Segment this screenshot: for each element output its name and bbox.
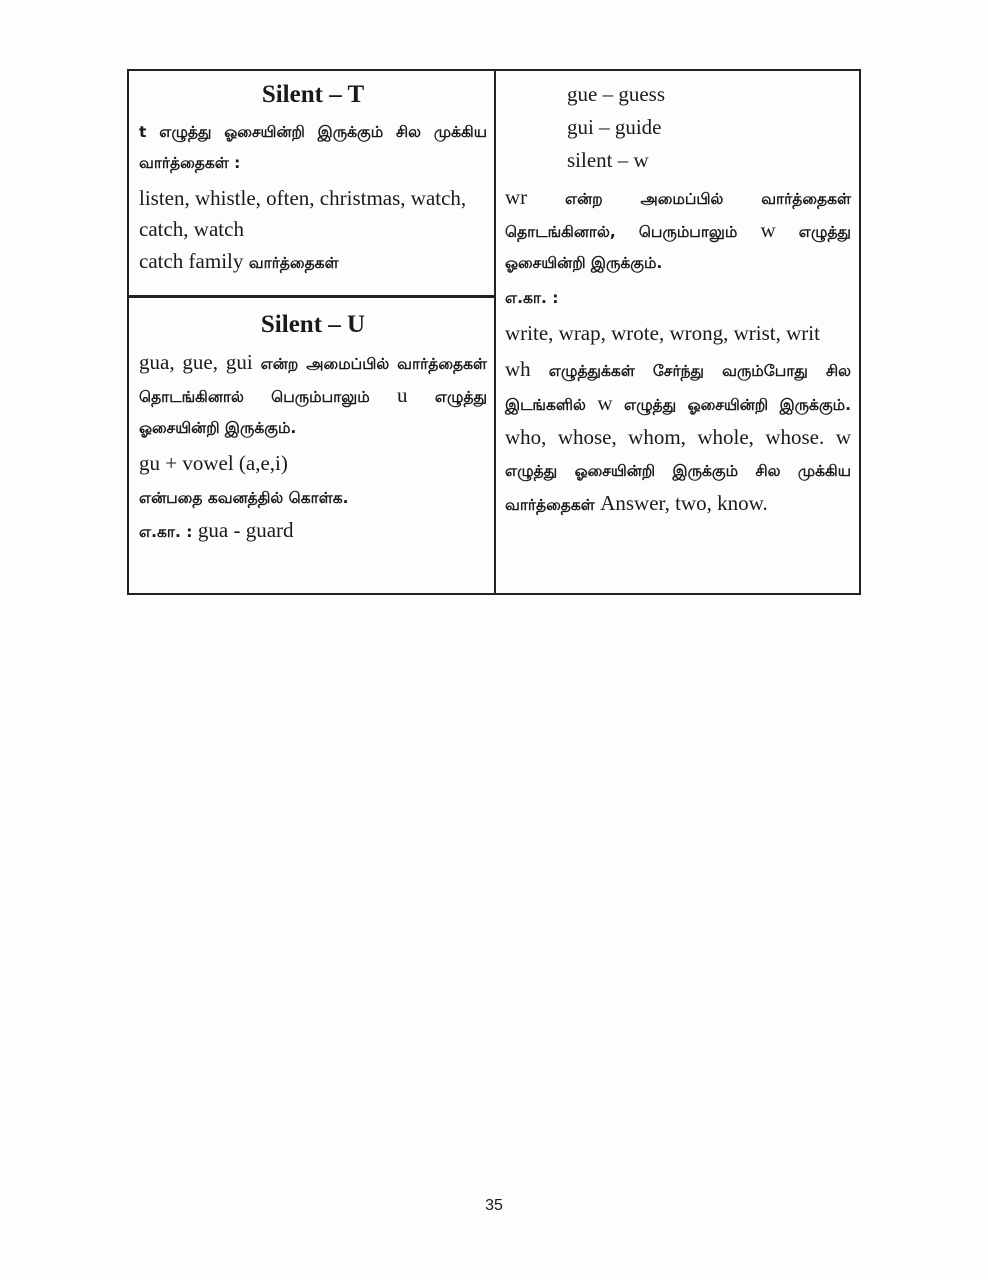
silent-u-rule-text-b: எழுத்து ஓசையின்றி இருக்கும். [139,388,488,437]
silent-t-heading: Silent – T [261,81,365,108]
page-number: 35 [485,1197,503,1214]
column-divider [494,71,496,593]
gue-guess: gue – guess [567,82,665,106]
gu-vowel-note: gu + vowel (a,e,i) [139,451,288,475]
example-label: எ.கா. : [139,523,193,541]
silent-u-cell [139,309,487,547]
silent-w-heading: silent – w [567,148,649,172]
wh-rule-text-c: எழுத்து ஓசையின்றி இருக்கும் சில முக்கிய வார்த்தைகள் [505,462,851,514]
silent-t-catch-family [139,249,487,274]
letter-u: u [397,383,408,407]
silent-u-heading: Silent – U [260,311,366,338]
silent-t-examples: listen, whistle, often, christmas, watch, catch, watch [139,186,467,241]
silent-w-examples: Answer, two, know. [600,491,768,515]
letter-w-3: w [835,425,851,449]
content-table [127,69,861,595]
silent-u-example [139,518,487,543]
gua-gue-gui: gua, gue, gui [139,350,253,374]
silent-t-intro [139,117,487,179]
wh-rule [505,353,851,521]
wh-examples: who, whose, whom, whole, whose. [505,425,825,449]
silent-u-rule [139,347,487,444]
letter-w: w [760,218,776,242]
catch-family-text: catch family [139,249,244,273]
silent-w-rule-text-a: என்ற அமைப்பில் வார்த்தைகள் தொடங்கினால், பெரும்பாலும் [505,190,851,241]
silent-t-intro-text: t எழுத்து ஓசையின்றி இருக்கும் சில முக்கிய வார்த்தைகள் : [139,123,487,172]
wr-examples: write, wrap, wrote, wrong, wrist, writ [505,321,820,345]
wh-rule-text-b: எழுத்து ஓசையின்றி இருக்கும். [623,396,851,414]
note-text: என்பதை கவனத்தில் கொள்க. [139,489,349,507]
right-column-cell [505,79,851,525]
silent-w-rule-text-b: எழுத்து ஓசையின்றி இருக்கும். [505,223,851,272]
letter-w-2: w [597,391,613,415]
silent-u-rule-text-a: என்ற அமைப்பில் வார்த்தைகள் தொடங்கினால் பெரும்பாலும் [139,355,487,406]
row-divider [129,295,495,298]
gua-guard: gua - guard [197,518,294,542]
wh-text: wh [505,357,531,381]
silent-w-rule [505,182,851,279]
catch-family-words: வார்த்தைகள் [248,254,339,272]
gui-guide: gui – guide [567,115,662,139]
wr-text: wr [505,185,528,209]
silent-t-cell [139,79,487,278]
example-label-w: எ.கா. : [505,289,559,307]
wh-rule-text-a: எழுத்துக்கள் சேர்ந்து வரும்போது சில இடங்களில் [505,362,851,414]
